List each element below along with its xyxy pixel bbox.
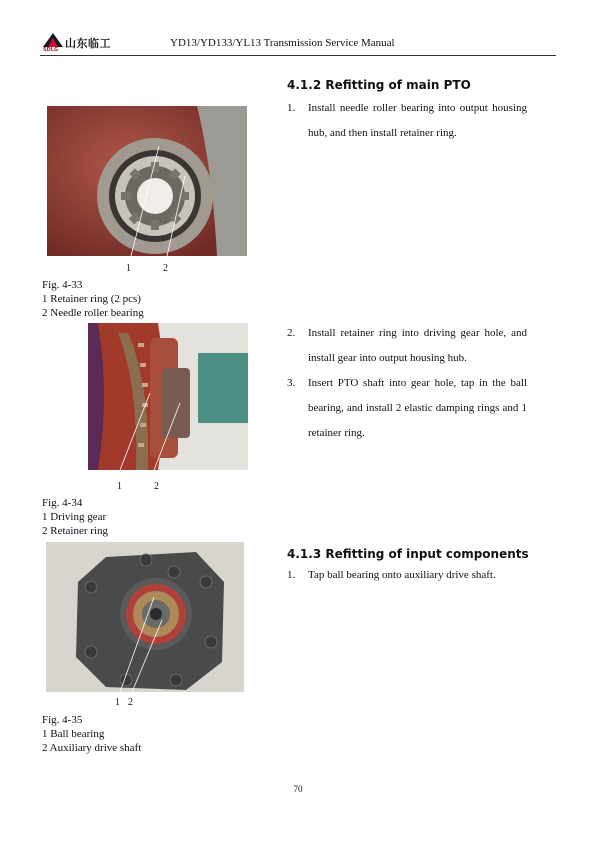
brand-logo [43,33,133,53]
figure-legend-item: 2 Retainer ring [42,525,108,537]
figure-legend-item: 1 Driving gear [42,511,107,523]
callout-label: 2 [128,697,133,708]
section-heading-input-components: 4.1.3 Refitting of input components [287,547,529,561]
brand-sub: SDLG [43,47,59,53]
step-item [287,371,527,446]
figure-legend-item: 2 Needle roller bearing [42,307,144,319]
section-heading-main-pto: 4.1.2 Refitting of main PTO [287,78,471,92]
figure-caption: Fig. 4-35 [42,714,83,726]
page-number: 70 [293,784,303,794]
figure-caption: Fig. 4-34 [42,497,83,509]
figure-photo-driving-gear [88,323,248,470]
figure-legend-item: 1 Ball bearing [42,728,105,740]
brand-logo-icon [43,33,63,47]
callout-label: 1 [126,263,131,274]
figure-photo-ball-bearing [46,542,244,692]
figure-legend-item: 1 Retainer ring (2 pcs) [42,293,141,305]
step-text: Install needle roller bearing into output housing hub, and then install retainer ring. [308,102,527,139]
callout-label: 2 [163,263,168,274]
step-number: 2. [287,327,296,339]
step-item [287,321,527,371]
figure-caption: Fig. 4-33 [42,279,83,291]
step-text: Install retainer ring into driving gear hole, and install gear into output housing hub. [308,327,527,364]
step-text: Tap ball bearing onto auxiliary drive shaft. [308,569,496,581]
figure-photo-retainer-ring [47,106,247,256]
step-number: 1. [287,102,296,114]
step-number: 1. [287,569,296,581]
header-divider [40,55,556,56]
callout-label: 1 [115,697,120,708]
step-number: 3. [287,377,296,389]
callout-label: 2 [154,481,159,492]
step-text: Insert PTO shaft into gear hole, tap in the ball bearing, and install 2 elastic damping rings and 1 retainer ring. [308,377,527,439]
callout-label: 1 [117,481,122,492]
step-item [287,96,527,146]
manual-title: YD13/YD133/YL13 Transmission Service Manual [170,37,395,49]
step-item [287,563,527,588]
figure-legend-item: 2 Auxiliary drive shaft [42,742,142,754]
brand-name: 山东临工 [65,37,111,50]
